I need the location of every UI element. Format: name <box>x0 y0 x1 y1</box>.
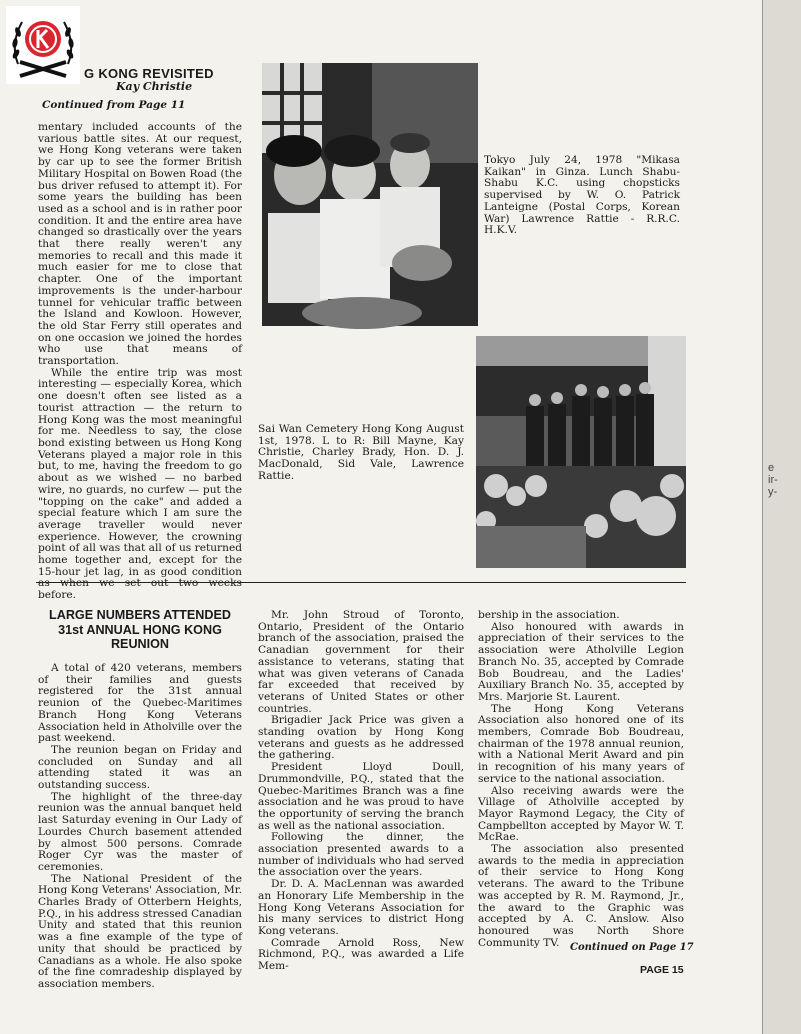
article-paragraph: Brigadier Jack Price was given a standing ovation by Hong Kong veterans and guests as he addressed the gathering. <box>258 714 464 762</box>
headline-line: 31st ANNUAL HONG KONG <box>58 622 222 637</box>
article-paragraph: While the entire trip was most interesting — especially Korea, which one doesn't often see listed as a tourist attraction — the return to Hong Kong was the most meaningful for me. Needless to say, the close bond existing between us Hong Kong Veterans played a major role in this but, to me, having the freedom to go about as we wished — no barbed wire, no guards, no curfew — put the "topping on the cake" and added a special feature which I am sure the average traveller would never experience. However, the crowning point of all was that all of us returned home together and, except for the 15-hour jet lag, in as good condition as when we set out two weeks before. <box>38 366 242 602</box>
article-paragraph: A total of 420 veterans, members of their families and guests registered for the 31st annual reunion of the Quebec-Maritimes Branch Hong Kong Veterans Association held in Atholville over the past weekend. <box>38 662 242 745</box>
article-headline <box>38 608 242 652</box>
page-number: PAGE 15 <box>640 964 684 976</box>
article-paragraph: Also honoured with awards in appreciation of their services to the association were Atholville Legion Branch No. 35, accepted by Comrade Bob Boudreau, and the Ladies' Auxiliary Branch No. 35, accepted by Mrs. Marjorie St. Laurent. <box>478 620 684 703</box>
headline-line: LARGE NUMBERS ATTENDED <box>49 608 231 622</box>
reunion-column-2 <box>258 610 464 982</box>
next-page-edge <box>762 0 801 1034</box>
sai-wan-cemetery-photo <box>476 336 686 568</box>
article-paragraph: The National President of the Hong Kong Veterans' Association, Mr. Charles Brady of Otterbern Heights, P.Q., in his address stressed Canadian Unity and stated that this reunion was a fine example of the type of unity that should be practiced by Canadians as a whole. He also spoke of the fine comradeship displayed by association members. <box>38 872 242 990</box>
article-paragraph: Dr. D. A. MacLennan was awarded an Honorary Life Membership in the Hong Kong Veterans Association for his many services to district Hong Kong veterans. <box>258 878 464 937</box>
edge-text-fragment: e ir- y- <box>768 462 778 498</box>
article-body-column <box>38 121 242 602</box>
article-paragraph: Mr. John Stroud of Toronto, Ontario, President of the Ontario branch of the association, praised the Canadian government for their assistance to veterans, stating that what was given veterans of Canada far exceeded that received by veterans of United States or other countries. <box>258 609 464 715</box>
article-paragraph: mentary included accounts of the various battle sites. At our request, we Hong Kong veterans were taken by car up to see the former British Military Hospital on Bowen Road (the bus driver refused to attempt it). For some years the building has been used as a school and is in rather poor condition. It and the entire area have changed so drastically over the years that there really weren't any memories to recall and this made it much easier for me to close that chapter. One of the important improvements is the under-harbour tunnel for vehicular traffic between the Island and Kowloon. However, the old Star Ferry still operates and on one occasion we joined the hordes who use that means of transportation. <box>38 121 242 368</box>
article-paragraph: The reunion began on Friday and concluded on Sunday and all attending stated it was an outstanding success. <box>38 743 242 792</box>
wreath-logo-icon <box>6 6 80 84</box>
article-paragraph: The Hong Kong Veterans Association also honored one of its members, Comrade Bob Boudreau, chairman of the 1978 annual reunion, with a National Merit Award and pin in recognition of his many years of service to the national association. <box>478 702 684 785</box>
reunion-column-1 <box>38 662 242 990</box>
article-paragraph: President Lloyd Doull, Drummondville, P.Q., stated that the Quebec-Maritimes Branch was a fine association and he was proud to have the opportunity of serving the branch as well as the national association. <box>258 761 464 832</box>
logo <box>6 6 80 84</box>
sai-wan-photo-caption: Sai Wan Cemetery Hong Kong August 1st, 1978. L to R: Bill Mayne, Kay Christie, Charley Brady, Hon. D. J. MacDonald, Sid Vale, Lawrence Rattie. <box>258 423 464 482</box>
article-byline: Kay Christie <box>116 80 193 93</box>
article-paragraph: The highlight of the three-day reunion was the annual banquet held last Saturday evening in Our Lady of Lourdes Church basement attended by almost 500 persons. Comrade Roger Cyr was the master of ceremonies. <box>38 790 242 873</box>
continued-on: Continued on Page 17 <box>570 942 694 953</box>
article-paragraph: The association also presented awards to the media in appreciation of their service to Hong Kong veterans. The award to the Tribune was accepted by R. M. Raymond, Jr., the award to the Graphic was accepted by A. C. Anslow. Also honoured was North Shore Community TV. <box>478 843 684 949</box>
article-paragraph: Comrade Arnold Ross, New Richmond, P.Q., was awarded a Life Mem- <box>258 936 464 973</box>
tokyo-photo-caption: Tokyo July 24, 1978 "Mikasa Kaikan" in Ginza. Lunch Shabu-Shabu K.C. using chopsticks supervised by W. O. Patrick Lanteigne (Postal Corps, Korean War) Lawrence Rattie - R.R.C. H.K.V. <box>484 154 680 237</box>
tokyo-dinner-photo <box>262 63 478 326</box>
article-title: G KONG REVISITED <box>84 66 214 81</box>
section-divider <box>36 582 686 583</box>
continued-from: Continued from Page 11 <box>42 99 186 111</box>
article-paragraph: Also receiving awards were the Village of Atholville accepted by Mayor Raymond Legacy, the City of Campbellton accepted by Mayor W. T. McRae. <box>478 784 684 844</box>
article-paragraph: bership in the association. <box>478 609 620 621</box>
headline-line: REUNION <box>110 637 170 651</box>
article-paragraph: Following the dinner, the association presented awards to a number of individuals who had served the association over the years. <box>258 831 464 879</box>
